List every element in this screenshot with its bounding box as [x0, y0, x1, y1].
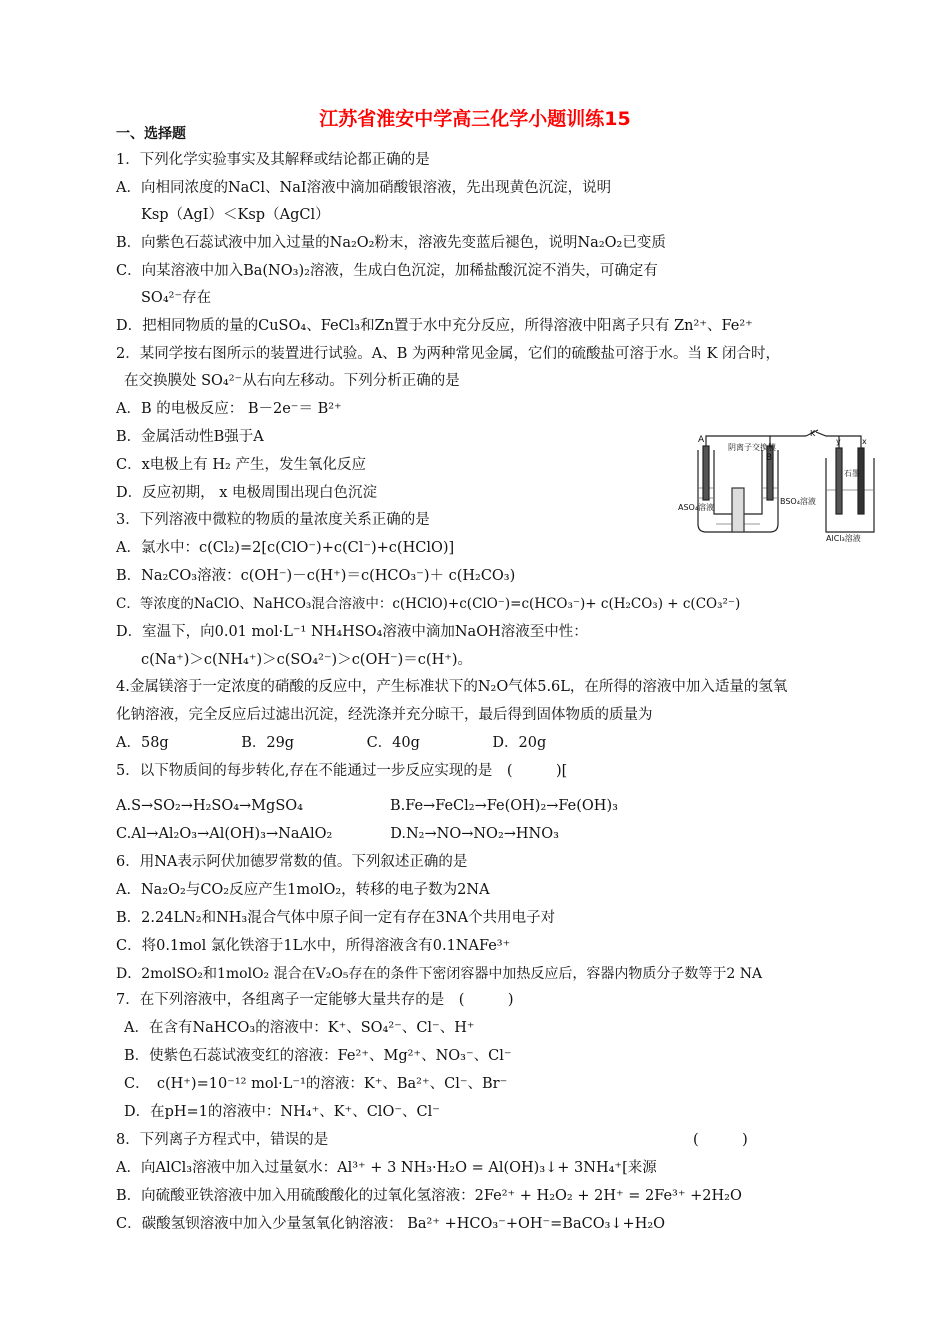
q8-option-c: C．碳酸氢钡溶液中加入少量氢氧化钠溶液： Ba²⁺ +HCO₃⁻+OH⁻=BaCO₃↓+H₂O [116, 1216, 666, 1232]
label-alcl3: AlCl₃溶液 [826, 534, 861, 542]
q5-options-ab: A.S→SO₂→H₂SO₄→MgSO₄ B.Fe→FeCl₂→Fe(OH)₂→Fe(OH)₃ [116, 798, 618, 814]
q6-option-c: C．将0.1mol 氯化铁溶于1L水中，所得溶液含有0.1NAFe³⁺ [116, 938, 511, 954]
q5-options-cd: C.Al→Al₂O₃→Al(OH)₃→NaAlO₂ D.N₂→NO→NO₂→HNO₃ [116, 826, 559, 842]
q6-option-a: A．Na₂O₂与CO₂反应产生1molO₂，转移的电子数为2NA [116, 882, 490, 898]
q3-option-d: D．室温下，向0.01 mol·L⁻¹ NH₄HSO₄溶液中滴加NaOH溶液至中性： [116, 624, 588, 640]
label-graphite: 石墨 [844, 469, 860, 478]
q1-option-c-cont: SO₄²⁻存在 [141, 290, 212, 306]
label-b: B [766, 453, 773, 463]
q3-stem: 3．下列溶液中微粒的物质的量浓度关系正确的是 [116, 512, 430, 528]
q5-stem: 5．以下物质间的每步转化,存在不能通过一步反应实现的是 ( )[ [116, 763, 568, 779]
q8-option-b: B．向硫酸亚铁溶液中加入用硫酸酸化的过氧化氢溶液：2Fe²⁺ + H₂O₂ + 2H⁺ = 2Fe³⁺ +2H₂O [116, 1188, 742, 1204]
q8-option-a: A．向AlCl₃溶液中加入过量氨水：Al³⁺ + 3 NH₃·H₂O = Al(OH)₃↓+ 3NH₄⁺[来源 [116, 1160, 657, 1176]
q2-option-b: B．金属活动性B强于A [116, 429, 264, 445]
section-heading: 一、选择题 [116, 126, 186, 142]
q4-stem-cont: 化钠溶液，完全反应后过滤出沉淀，经洗涤并充分晾干，最后得到固体物质的质量为 [116, 707, 653, 723]
q1-option-a: A．向相同浓度的NaCl、NaI溶液中滴加硝酸银溶液，先出现黄色沉淀，说明 [116, 180, 612, 196]
label-aso4: ASO₄溶液 [678, 503, 715, 512]
q1-stem: 1．下列化学实验事实及其解释或结论都正确的是 [116, 152, 430, 168]
q8-stem: 8．下列离子方程式中，错误的是 [116, 1132, 329, 1148]
label-membrane: 阴离子交换膜 [728, 443, 776, 452]
q6-option-b: B．2.24LN₂和NH₃混合气体中原子间一定有存在3NA个共用电子对 [116, 910, 556, 926]
label-k: K [810, 429, 816, 438]
q7-option-a: A．在含有NaHCO₃的溶液中：K⁺、SO₄²⁻、Cl⁻、H⁺ [124, 1020, 475, 1036]
label-x: x [862, 437, 867, 446]
q3-option-b: B．Na₂CO₃溶液：c(OH⁻)－c(H⁺)＝c(HCO₃⁻)＋ c(H₂CO₃) [116, 568, 516, 584]
q1-option-a-cont: Ksp（AgI）＜Ksp（AgCl） [141, 207, 330, 223]
electrode-y [836, 448, 842, 514]
q7-stem: 7．在下列溶液中，各组离子一定能够大量共存的是 ( ) [116, 992, 514, 1008]
q3-option-d-cont: c(Na⁺)＞c(NH₄⁺)＞c(SO₄²⁻)＞c(OH⁻)＝c(H⁺)。 [141, 652, 473, 668]
q2-option-c: C．x电极上有 H₂ 产生，发生氧化反应 [116, 457, 366, 473]
q1-option-d: D．把相同物质的量的CuSO₄、FeCl₃和Zn置于水中充分反应，所得溶液中阳离子只有 Zn²⁺、Fe²⁺ [116, 318, 753, 334]
wire-right [770, 432, 861, 448]
q3-option-a: A．氯水中：c(Cl₂)=2[c(ClO⁻)+c(Cl⁻)+c(HClO)] [116, 540, 455, 556]
q6-stem: 6．用NA表示阿伏加德罗常数的值。下列叙述正确的是 [116, 854, 468, 870]
electrode-a [703, 446, 709, 500]
q1-option-b: B．向紫色石蕊试液中加入过量的Na₂O₂粉末，溶液先变蓝后褪色，说明Na₂O₂已变质 [116, 235, 666, 251]
q2-stem-cont: 在交换膜处 SO₄²⁻从右向左移动。下列分析正确的是 [124, 373, 460, 389]
q1-option-c: C．向某溶液中加入Ba(NO₃)₂溶液，生成白色沉淀，加稀盐酸沉淀不消失，可确定有 [116, 263, 658, 279]
page-title: 江苏省淮安中学高三化学小题训练15 [319, 108, 631, 130]
label-a: A [698, 435, 705, 445]
q7-option-c: C． c(H⁺)=10⁻¹² mol·L⁻¹的溶液：K⁺、Ba²⁺、Cl⁻、Br⁻ [124, 1076, 508, 1092]
q2-option-a: A．B 的电极反应： B－2e⁻＝ B²⁺ [116, 401, 342, 417]
q7-option-d: D．在pH=1的溶液中：NH₄⁺、K⁺、ClO⁻、Cl⁻ [124, 1104, 440, 1120]
electrochemical-apparatus-diagram [676, 428, 882, 542]
exchange-membrane [732, 488, 744, 532]
q4-options: A．58g B．29g C．40g D．20g [116, 735, 547, 751]
electrode-x-graphite [858, 448, 864, 514]
label-y: y [836, 437, 841, 446]
q4-stem: 4.金属镁溶于一定浓度的硝酸的反应中，产生标准状下的N₂O气体5.6L，在所得的溶液中加入适量的氢氧 [116, 679, 788, 695]
q2-stem: 2．某同学按右图所示的装置进行试验。A、B 为两种常见金属，它们的硫酸盐可溶于水。当 K 闭合时， [116, 346, 781, 362]
q2-option-d: D．反应初期， x 电极周围出现白色沉淀 [116, 485, 378, 501]
q8-answer-blank: ( ) [693, 1132, 748, 1148]
q3-option-c: C．等浓度的NaClO、NaHCO₃混合溶液中：c(HClO)+c(ClO⁻)=c(HCO₃⁻)+ c(H₂CO₃) + c(CO₃²⁻) [116, 596, 741, 612]
q7-option-b: B．使紫色石蕊试液变红的溶液：Fe²⁺、Mg²⁺、NO₃⁻、Cl⁻ [124, 1048, 512, 1064]
q6-option-d: D．2molSO₂和1molO₂ 混合在V₂O₅存在的条件下密闭容器中加热反应后，容器内物质分子数等于2 NA [116, 966, 763, 982]
label-bso4: BSO₄溶液 [780, 497, 816, 506]
